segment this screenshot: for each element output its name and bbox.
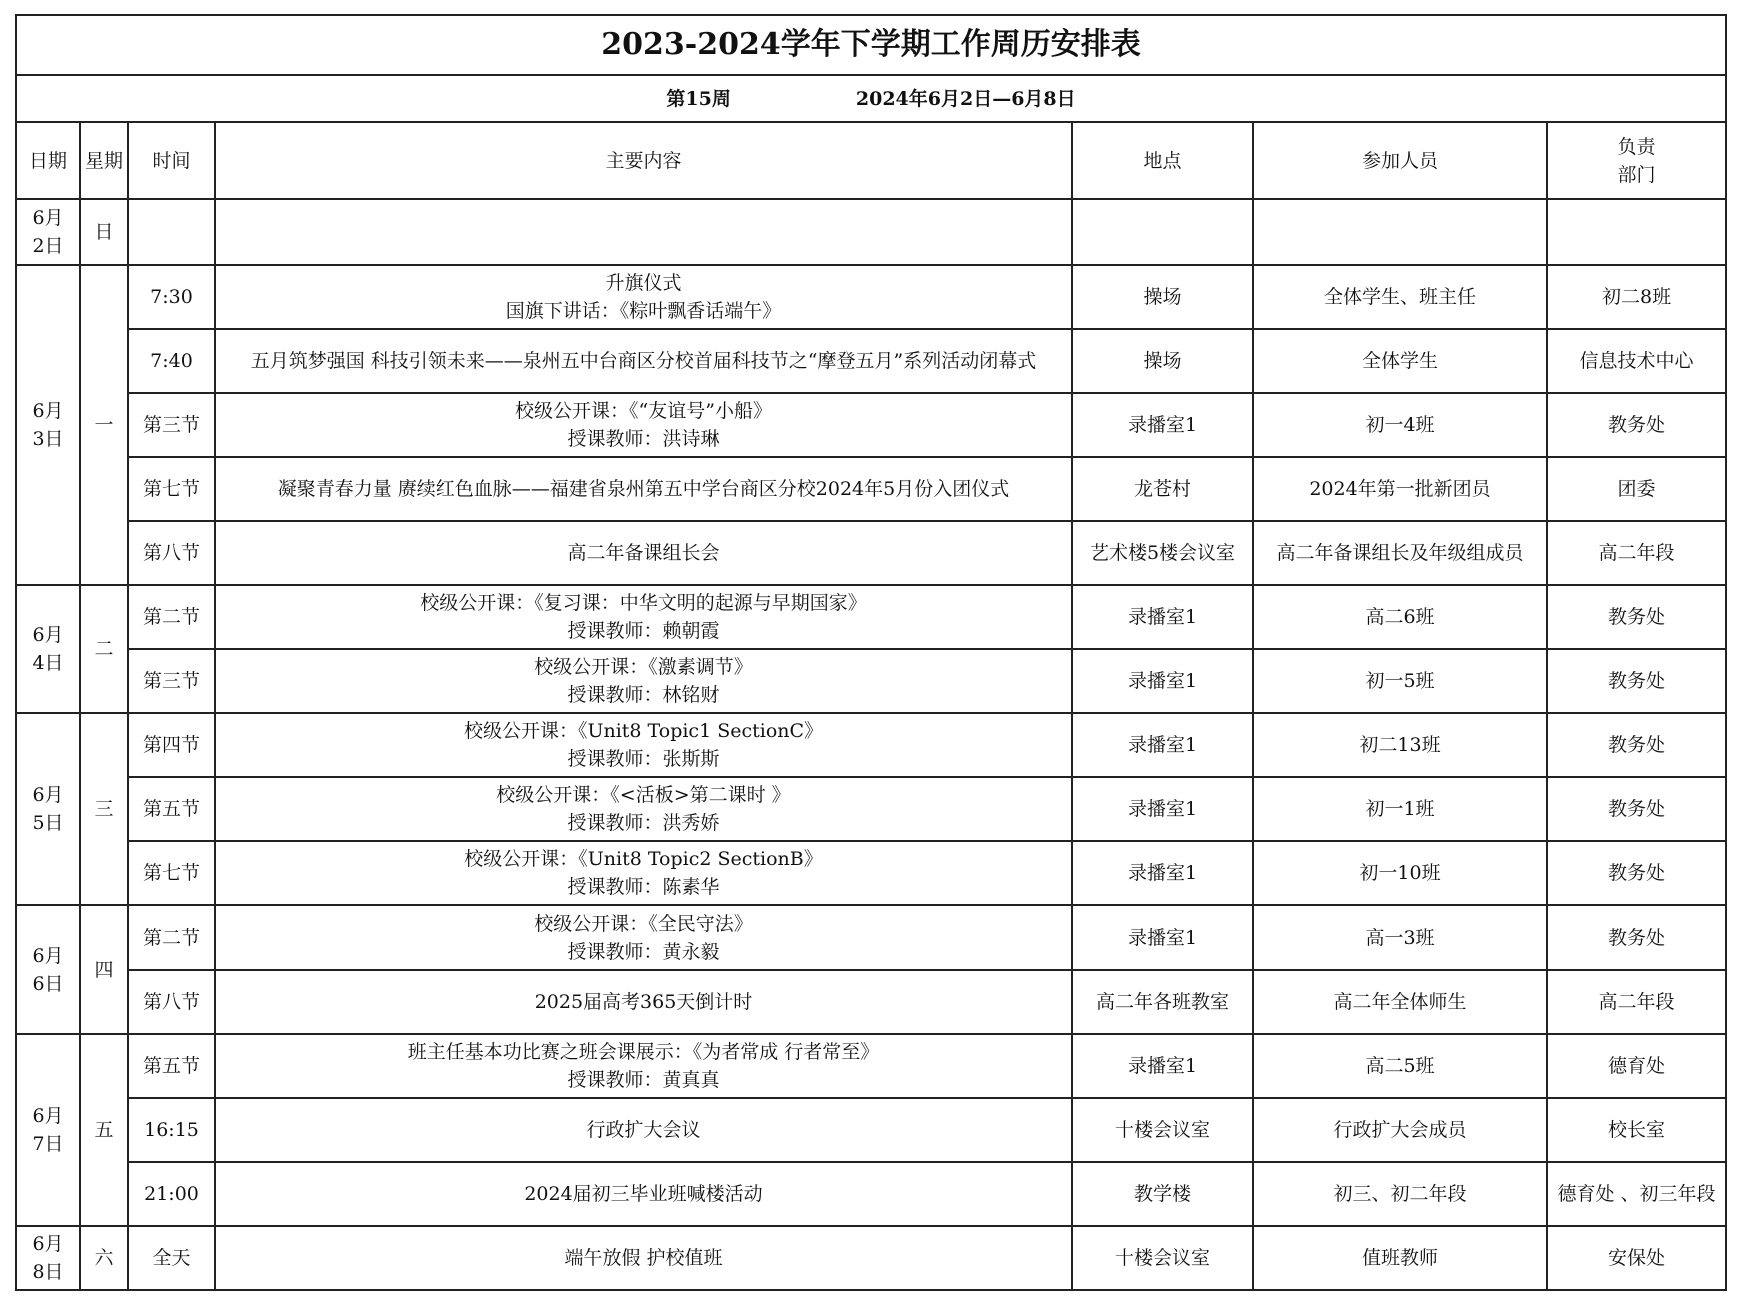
time-cell: 16:15	[128, 1098, 215, 1162]
time-cell: 第七节	[128, 841, 215, 905]
date-cell	[16, 585, 80, 713]
content-line: 五月筑梦强国 科技引领未来——泉州五中台商区分校首届科技节之“摩登五月”系列活动闭幕式	[250, 350, 1037, 373]
content-line: 升旗仪式	[605, 272, 682, 295]
content-line: 班主任基本功比赛之班会课展示：《为者常成 行者常至》	[407, 1040, 880, 1063]
dept-cell: 初二8班	[1547, 265, 1726, 329]
dept-cell: 高二年段	[1547, 970, 1726, 1034]
content-line: 授课教师：黄永毅	[567, 940, 720, 963]
weekday-cell: 五	[80, 1034, 128, 1226]
content-cell	[215, 199, 1072, 265]
date-text: 4日	[32, 652, 64, 675]
participants-cell: 高二年全体师生	[1253, 970, 1547, 1034]
content-cell	[215, 265, 1072, 329]
date-text: 6月	[32, 784, 64, 807]
location-cell: 教学楼	[1072, 1162, 1253, 1226]
date-cell	[16, 905, 80, 1033]
participants-cell: 全体学生、班主任	[1253, 265, 1547, 329]
content-line: 校级公开课：《<活板>第二课时 》	[496, 784, 791, 807]
participants-cell: 初三、初二年段	[1253, 1162, 1547, 1226]
participants-cell: 初二13班	[1253, 713, 1547, 777]
time-cell: 第三节	[128, 649, 215, 713]
location-cell: 龙苍村	[1072, 457, 1253, 521]
date-text: 6月	[32, 206, 64, 229]
dept-cell: 团委	[1547, 457, 1726, 521]
time-cell: 第二节	[128, 905, 215, 969]
dept-cell: 安保处	[1547, 1226, 1726, 1290]
location-cell: 操场	[1072, 265, 1253, 329]
schedule-row	[16, 841, 1726, 905]
time-cell: 第八节	[128, 521, 215, 585]
content-line: 2025届高考365天倒计时	[534, 990, 753, 1013]
content-line: 授课教师：张斯斯	[567, 748, 720, 771]
weekday-cell: 六	[80, 1226, 128, 1290]
participants-cell: 高二年备课组长及年级组成员	[1253, 521, 1547, 585]
weekday-cell: 三	[80, 713, 128, 905]
location-cell: 录播室1	[1072, 841, 1253, 905]
dept-cell	[1547, 199, 1726, 265]
schedule-row	[16, 199, 1726, 265]
header-dept	[1547, 122, 1726, 198]
date-text: 3日	[32, 428, 64, 451]
content-line: 凝聚青春力量 赓续红色血脉——福建省泉州第五中学台商区分校2024年5月份入团仪式	[277, 478, 1010, 501]
participants-cell: 高二5班	[1253, 1034, 1547, 1098]
content-cell	[215, 649, 1072, 713]
time-cell: 第八节	[128, 970, 215, 1034]
location-cell: 录播室1	[1072, 585, 1253, 649]
time-cell: 第三节	[128, 393, 215, 457]
time-cell: 第五节	[128, 777, 215, 841]
page-title: 2023-2024学年下学期工作周历安排表	[16, 15, 1726, 75]
location-cell: 操场	[1072, 329, 1253, 393]
participants-cell: 初一4班	[1253, 393, 1547, 457]
dept-cell: 教务处	[1547, 649, 1726, 713]
content-line: 行政扩大会议	[586, 1118, 701, 1141]
dept-cell: 教务处	[1547, 585, 1726, 649]
dept-cell: 教务处	[1547, 841, 1726, 905]
content-cell	[215, 457, 1072, 521]
dept-cell: 德育处 、初三年段	[1547, 1162, 1726, 1226]
schedule-row	[16, 457, 1726, 521]
content-cell	[215, 1034, 1072, 1098]
header-row	[16, 122, 1726, 198]
weekday-cell: 一	[80, 265, 128, 585]
content-cell	[215, 585, 1072, 649]
dept-cell: 校长室	[1547, 1098, 1726, 1162]
week-info	[16, 75, 1726, 123]
content-line: 授课教师：陈素华	[567, 876, 720, 899]
time-cell: 21:00	[128, 1162, 215, 1226]
header-weekday: 星期	[80, 122, 128, 198]
dept-cell: 教务处	[1547, 713, 1726, 777]
date-text: 6月	[32, 1104, 64, 1127]
time-cell: 第四节	[128, 713, 215, 777]
dept-cell: 教务处	[1547, 777, 1726, 841]
time-cell: 7:30	[128, 265, 215, 329]
weekday-cell: 四	[80, 905, 128, 1033]
participants-cell: 高一3班	[1253, 905, 1547, 969]
content-line: 端午放假 护校值班	[564, 1246, 723, 1269]
content-cell	[215, 1162, 1072, 1226]
content-line: 校级公开课：《“友谊号”小船》	[515, 400, 772, 423]
date-text: 6日	[32, 972, 64, 995]
schedule-row	[16, 521, 1726, 585]
dept-cell: 教务处	[1547, 393, 1726, 457]
content-line: 授课教师：林铭财	[567, 684, 720, 707]
time-cell: 第五节	[128, 1034, 215, 1098]
content-cell	[215, 905, 1072, 969]
header-dept-line1: 负责	[1617, 135, 1656, 158]
date-text: 6月	[32, 400, 64, 423]
time-cell	[128, 199, 215, 265]
participants-cell: 初一1班	[1253, 777, 1547, 841]
schedule-row	[16, 1226, 1726, 1290]
participants-cell: 高二6班	[1253, 585, 1547, 649]
date-cell	[16, 713, 80, 905]
location-cell: 录播室1	[1072, 1034, 1253, 1098]
content-cell	[215, 841, 1072, 905]
time-cell: 第七节	[128, 457, 215, 521]
location-cell: 录播室1	[1072, 777, 1253, 841]
schedule-row	[16, 649, 1726, 713]
content-line: 授课教师：黄真真	[567, 1068, 720, 1091]
date-text: 7日	[32, 1132, 64, 1155]
content-cell	[215, 1226, 1072, 1290]
content-line: 授课教师：赖朝霞	[567, 620, 720, 643]
date-text: 8日	[32, 1260, 64, 1283]
dept-cell: 教务处	[1547, 905, 1726, 969]
content-cell	[215, 1098, 1072, 1162]
weekday-cell: 二	[80, 585, 128, 713]
participants-cell: 行政扩大会成员	[1253, 1098, 1547, 1162]
date-text: 6月	[32, 944, 64, 967]
date-text: 2日	[32, 234, 64, 257]
schedule-row	[16, 905, 1726, 969]
date-cell	[16, 1226, 80, 1290]
date-text: 6月	[32, 624, 64, 647]
weekly-schedule-table	[15, 14, 1727, 1291]
dept-cell: 信息技术中心	[1547, 329, 1726, 393]
location-cell: 十楼会议室	[1072, 1098, 1253, 1162]
week-date-range: 2024年6月2日—6月8日	[855, 87, 1076, 110]
location-cell: 艺术楼5楼会议室	[1072, 521, 1253, 585]
content-line: 高二年备课组长会	[567, 542, 720, 565]
schedule-row	[16, 1034, 1726, 1098]
content-cell	[215, 329, 1072, 393]
location-cell: 录播室1	[1072, 393, 1253, 457]
content-line: 校级公开课：《全民守法》	[534, 912, 753, 935]
header-location: 地点	[1072, 122, 1253, 198]
content-line: 校级公开课：《复习课：中华文明的起源与早期国家》	[420, 592, 867, 615]
content-line: 2024届初三毕业班喊楼活动	[524, 1182, 763, 1205]
content-cell	[215, 970, 1072, 1034]
location-cell: 十楼会议室	[1072, 1226, 1253, 1290]
location-cell: 高二年各班教室	[1072, 970, 1253, 1034]
date-cell	[16, 199, 80, 265]
location-cell: 录播室1	[1072, 713, 1253, 777]
week-label: 第15周	[666, 87, 731, 110]
content-line: 校级公开课：《Unit8 Topic1 SectionC》	[463, 720, 824, 743]
content-cell	[215, 393, 1072, 457]
schedule-row	[16, 1098, 1726, 1162]
location-cell: 录播室1	[1072, 905, 1253, 969]
content-cell	[215, 521, 1072, 585]
date-text: 5日	[32, 812, 64, 835]
schedule-row	[16, 970, 1726, 1034]
header-date: 日期	[16, 122, 80, 198]
participants-cell: 初一10班	[1253, 841, 1547, 905]
date-cell	[16, 1034, 80, 1226]
schedule-row	[16, 265, 1726, 329]
time-cell: 7:40	[128, 329, 215, 393]
content-line: 授课教师：洪秀娇	[567, 812, 720, 835]
header-time: 时间	[128, 122, 215, 198]
schedule-row	[16, 393, 1726, 457]
time-cell: 全天	[128, 1226, 215, 1290]
weekday-cell: 日	[80, 199, 128, 265]
header-dept-line2: 部门	[1617, 163, 1656, 186]
schedule-row	[16, 713, 1726, 777]
schedule-row	[16, 777, 1726, 841]
dept-cell: 高二年段	[1547, 521, 1726, 585]
header-content: 主要内容	[215, 122, 1072, 198]
content-line: 国旗下讲话：《粽叶飘香话端午》	[505, 300, 782, 323]
time-cell: 第二节	[128, 585, 215, 649]
schedule-row	[16, 585, 1726, 649]
location-cell: 录播室1	[1072, 649, 1253, 713]
schedule-row	[16, 1162, 1726, 1226]
participants-cell: 2024年第一批新团员	[1253, 457, 1547, 521]
content-cell	[215, 777, 1072, 841]
content-line: 校级公开课：《激素调节》	[534, 656, 753, 679]
schedule-row	[16, 329, 1726, 393]
date-cell	[16, 265, 80, 585]
content-line: 校级公开课：《Unit8 Topic2 SectionB》	[464, 848, 823, 871]
participants-cell	[1253, 199, 1547, 265]
participants-cell: 初一5班	[1253, 649, 1547, 713]
header-participants: 参加人员	[1253, 122, 1547, 198]
content-line: 授课教师：洪诗琳	[567, 428, 720, 451]
dept-cell: 德育处	[1547, 1034, 1726, 1098]
date-text: 6月	[32, 1232, 64, 1255]
location-cell	[1072, 199, 1253, 265]
participants-cell: 全体学生	[1253, 329, 1547, 393]
participants-cell: 值班教师	[1253, 1226, 1547, 1290]
content-cell	[215, 713, 1072, 777]
